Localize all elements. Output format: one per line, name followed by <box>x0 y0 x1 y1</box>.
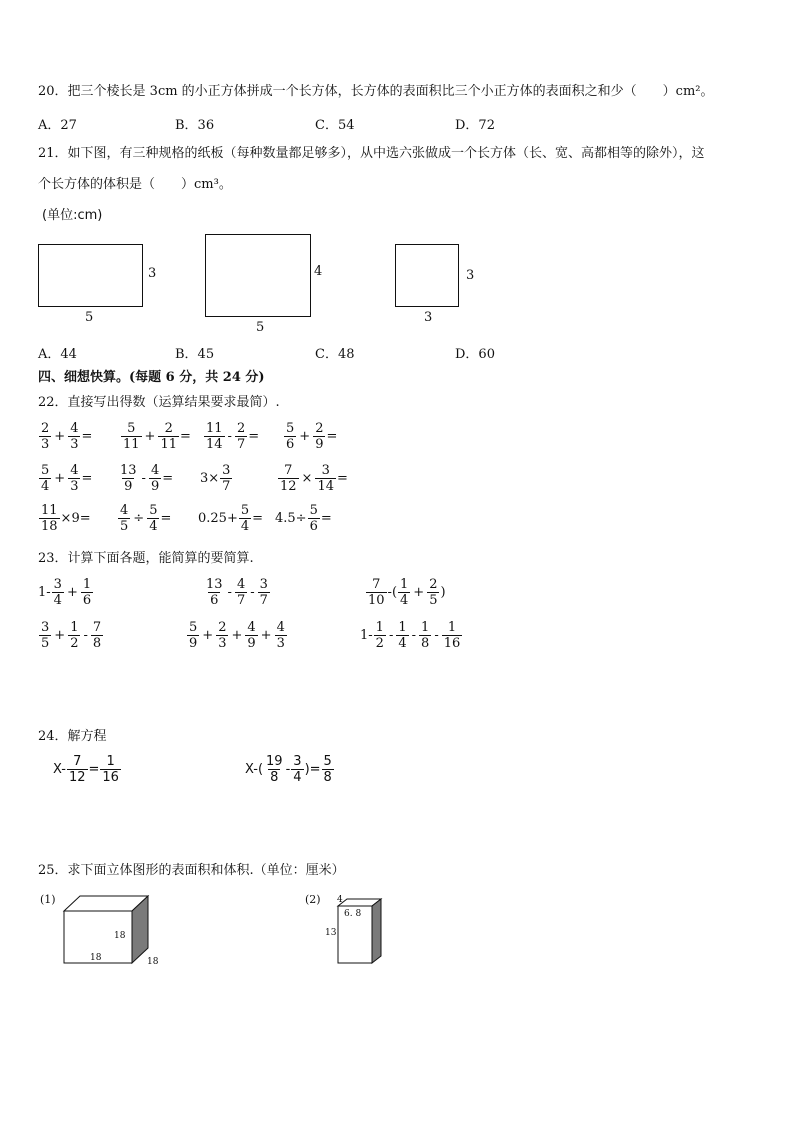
q21-option-a: A．44 <box>38 347 77 362</box>
cube-front-label: 18 <box>114 931 126 941</box>
board-5x4 <box>205 234 311 317</box>
q22-r1-c2: 5 11 + $\frac{2}{11}$ = <box>123 421 191 452</box>
q23-expr5: 5 9 + $\frac{2}{3}$ + $\frac{4}{9}$ + $\frac{4}{3}$ <box>189 620 285 651</box>
q20-option-b: B．36 <box>175 118 215 133</box>
cube-figure <box>60 890 160 968</box>
q22-stem: 22．直接写出得数（运算结果要求最简）. <box>38 395 280 410</box>
q20-option-a: A．27 <box>38 118 77 133</box>
q24-equation2: X-( 19 8 - 3 4 )= $\frac{5}{8}$ <box>245 754 332 785</box>
q20-option-d: D．72 <box>455 118 495 133</box>
q25-fig2-label: (2) <box>305 893 321 906</box>
q22-r2-c3: 3× $\frac{3}{7}$ <box>200 463 231 494</box>
q22-r2-c1: 5 4 + $\frac{4}{3}$ = <box>41 463 93 494</box>
cube-bottom-label: 18 <box>90 953 102 963</box>
q21-option-c: C．48 <box>315 347 355 362</box>
q21-stem-line1: 21．如下图，有三种规格的纸板（每种数量都足够多），从中选六张做成一个长方体（长、宽、高都相等的除外），这 <box>38 146 705 161</box>
prism-figure <box>335 896 387 968</box>
q21-option-d: D．60 <box>455 347 495 362</box>
q24-equation1: X- $\frac{7}{12}$ = $\frac{1}{16}$ <box>53 754 119 785</box>
board3-height: 3 <box>466 268 475 283</box>
q23-expr6: 1- 1 2 - 1 4 - 1 8 - 1 16 <box>360 620 461 651</box>
q25-stem: 25．求下面立体图形的表面积和体积.（单位：厘米） <box>38 863 345 878</box>
q22-r3-c1: $\frac{11}{18}$ ×9= <box>41 503 91 534</box>
q24-stem: 24．解方程 <box>38 729 107 744</box>
board1-height: 3 <box>148 266 157 281</box>
board3-width: 3 <box>424 310 433 325</box>
q20-stem: 20．把三个棱长是 3cm 的小正方体拼成一个长方体，长方体的表面积比三个小正方体的表面积之和少（ ）cm²。 <box>38 84 714 99</box>
q22-r2-c2: 13 9 - $\frac{4}{9}$ = <box>120 463 174 494</box>
q22-r2-c4: $\frac{7}{12}$ × $\frac{3}{14}$ = <box>280 463 348 494</box>
q21-unit: (单位:cm) <box>42 208 103 223</box>
q22-r3-c4: 4.5÷ $\frac{5}{6}$ = <box>275 503 332 534</box>
q23-stem: 23．计算下面各题，能简算的要简算. <box>38 551 254 566</box>
q25-fig1-label: (1) <box>40 893 56 906</box>
q23-expr2: 13 6 - 4 7 - 3 7 <box>206 577 268 608</box>
board-3x3 <box>395 244 459 307</box>
q23-expr4: 3 5 + $\frac{1}{2}$ - 7 8 <box>41 620 102 651</box>
q22-r1-c3: 11 14 - $\frac{2}{7}$ = <box>206 421 260 452</box>
prism-top-label: 6. 8 <box>344 909 362 919</box>
q23-expr1: 1- 3 4 + $\frac{1}{6}$ <box>38 577 92 608</box>
q22-r1-c4: 5 6 + $\frac{2}{9}$ = <box>286 421 338 452</box>
board1-width: 5 <box>85 310 94 325</box>
prism-left-label: 13 <box>325 928 337 938</box>
q21-stem-line2: 个长方体的体积是（ ）cm³。 <box>38 177 232 192</box>
board2-height: 4 <box>314 264 323 279</box>
q20-option-c: C．54 <box>315 118 355 133</box>
q21-option-b: B．45 <box>175 347 215 362</box>
q22-r3-c3: 0.25+ $\frac{5}{4}$ = <box>198 503 264 534</box>
board2-width: 5 <box>256 320 265 335</box>
board-5x3 <box>38 244 143 307</box>
prism-top-left-label: 4 <box>337 895 343 905</box>
cube-side-label: 18 <box>147 957 159 967</box>
q22-r1-c1: 2 3 + $\frac{4}{3}$ = <box>41 421 93 452</box>
q22-r3-c2: $\frac{4}{5}$ ÷ $\frac{5}{4}$ = <box>120 503 172 534</box>
section-title: 四、细想快算。(每题 6 分，共 24 分) <box>38 370 265 385</box>
q23-expr3: 7 10 -( 1 4 + $\frac{2}{5}$ ) <box>368 577 446 608</box>
